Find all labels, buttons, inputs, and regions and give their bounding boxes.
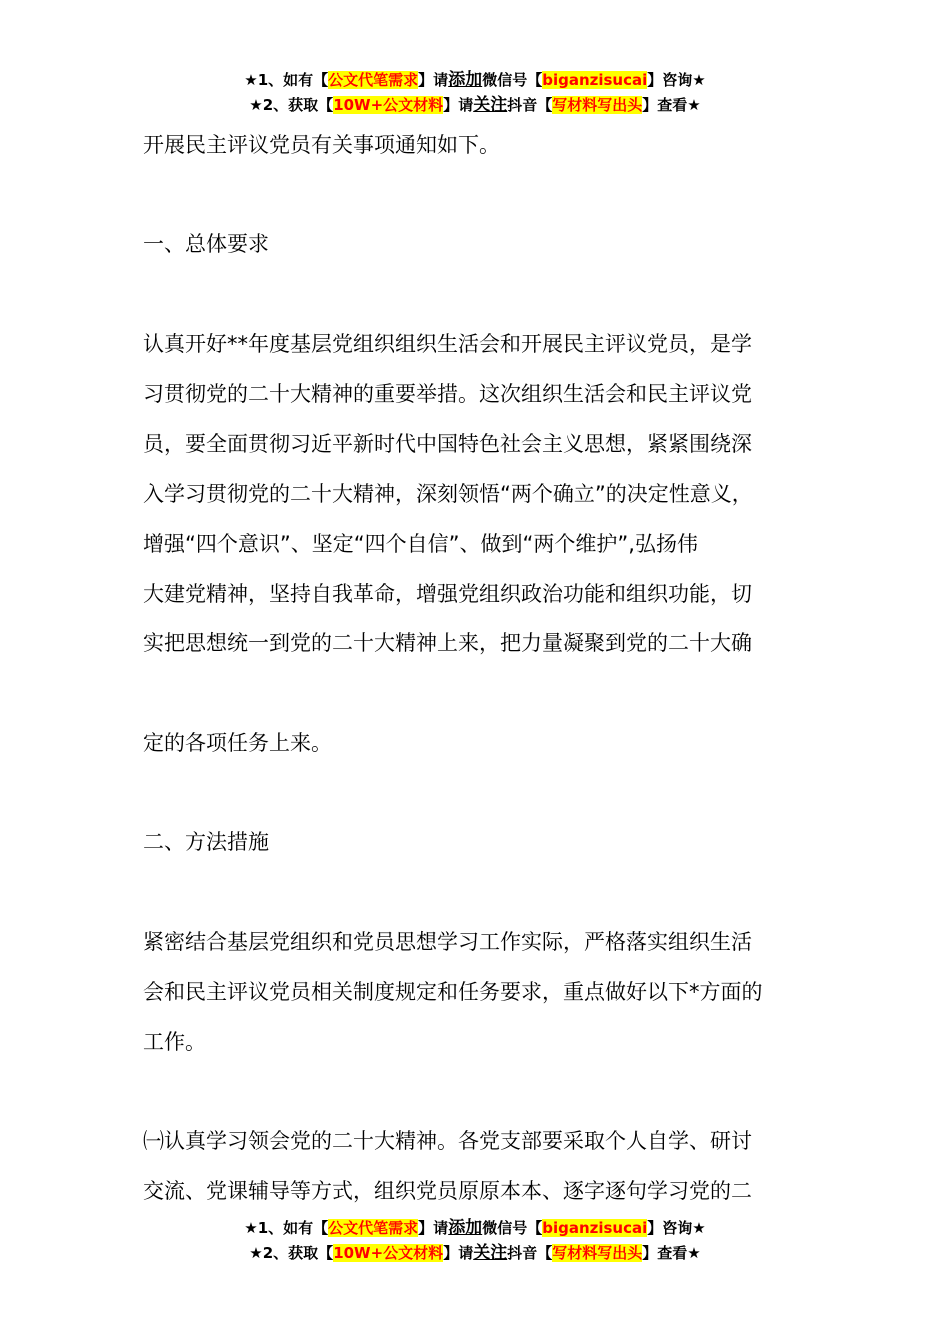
- promo-underlined: 添加: [448, 1218, 483, 1238]
- promo-underlined: 关注: [473, 1243, 508, 1263]
- promo-text: ★1、如有【: [244, 71, 329, 89]
- header-promo-banner: [0, 68, 950, 118]
- paragraph-line: 员，要全面贯彻习近平新时代中国特色社会主义思想，紧紧围绕深: [143, 432, 752, 456]
- promo-highlight: 10W+公文材料: [333, 1244, 444, 1262]
- promo-text: 抖音【: [507, 1244, 553, 1262]
- promo-text: ★1、如有【: [244, 1219, 329, 1237]
- footer-promo-banner: [0, 1216, 950, 1266]
- paragraph-line: 大建党精神，坚持自我革命，增强党组织政治功能和组织功能，切: [143, 582, 752, 606]
- promo-underlined: 添加: [448, 70, 483, 90]
- promo-line-1: [0, 68, 950, 93]
- promo-text: 】查看★: [642, 1244, 701, 1262]
- paragraph-line: 紧密结合基层党组织和党员思想学习工作实际，严格落实组织生活: [143, 930, 752, 954]
- promo-text: 】请: [443, 1244, 474, 1262]
- section-heading: 二、方法措施: [143, 830, 269, 854]
- promo-highlight: biganzisucai: [542, 71, 648, 89]
- promo-text: 抖音【: [507, 96, 553, 114]
- promo-text: ★2、获取【: [249, 96, 334, 114]
- paragraph-line: 增强“四个意识”、坚定“四个自信”、做到“两个维护”,弘扬伟: [143, 532, 698, 556]
- promo-highlight: 10W+公文材料: [333, 96, 444, 114]
- promo-text: 微信号【: [482, 1219, 543, 1237]
- promo-text: 】咨询★: [647, 71, 706, 89]
- promo-underlined: 关注: [473, 95, 508, 115]
- promo-highlight: 写材料写出头: [552, 1244, 643, 1262]
- paragraph-line: 工作。: [143, 1030, 206, 1054]
- paragraph-line: 实把思想统一到党的二十大精神上来，把力量凝聚到党的二十大确: [143, 631, 752, 655]
- paragraph-line: 会和民主评议党员相关制度规定和任务要求，重点做好以下*方面的: [143, 980, 763, 1004]
- promo-text: 】请: [443, 96, 474, 114]
- promo-line-1: [0, 1216, 950, 1241]
- paragraph-line: 认真开好**年度基层党组织组织生活会和开展民主评议党员，是学: [143, 332, 752, 356]
- promo-line-2: [0, 93, 950, 118]
- promo-text: 】查看★: [642, 96, 701, 114]
- promo-highlight: biganzisucai: [542, 1219, 648, 1237]
- paragraph-line: ㈠认真学习领会党的二十大精神。各党支部要采取个人自学、研讨: [143, 1129, 752, 1153]
- promo-text: 】请: [418, 1219, 449, 1237]
- promo-text: 】咨询★: [647, 1219, 706, 1237]
- promo-text: 】请: [418, 71, 449, 89]
- section-heading: 一、总体要求: [143, 232, 269, 256]
- promo-highlight: 公文代笔需求: [328, 71, 419, 89]
- promo-text: ★2、获取【: [249, 1244, 334, 1262]
- promo-highlight: 公文代笔需求: [328, 1219, 419, 1237]
- promo-text: 微信号【: [482, 71, 543, 89]
- promo-highlight: 写材料写出头: [552, 96, 643, 114]
- paragraph-line: 交流、党课辅导等方式，组织党员原原本本、逐字逐句学习党的二: [143, 1179, 752, 1203]
- paragraph-line: 定的各项任务上来。: [143, 731, 332, 755]
- paragraph-line: 开展民主评议党员有关事项通知如下。: [143, 133, 500, 157]
- promo-line-2: [0, 1241, 950, 1266]
- paragraph-line: 入学习贯彻党的二十大精神，深刻领悟“两个确立”的决定性意义，: [143, 482, 753, 506]
- paragraph-line: 习贯彻党的二十大精神的重要举措。这次组织生活会和民主评议党: [143, 382, 752, 406]
